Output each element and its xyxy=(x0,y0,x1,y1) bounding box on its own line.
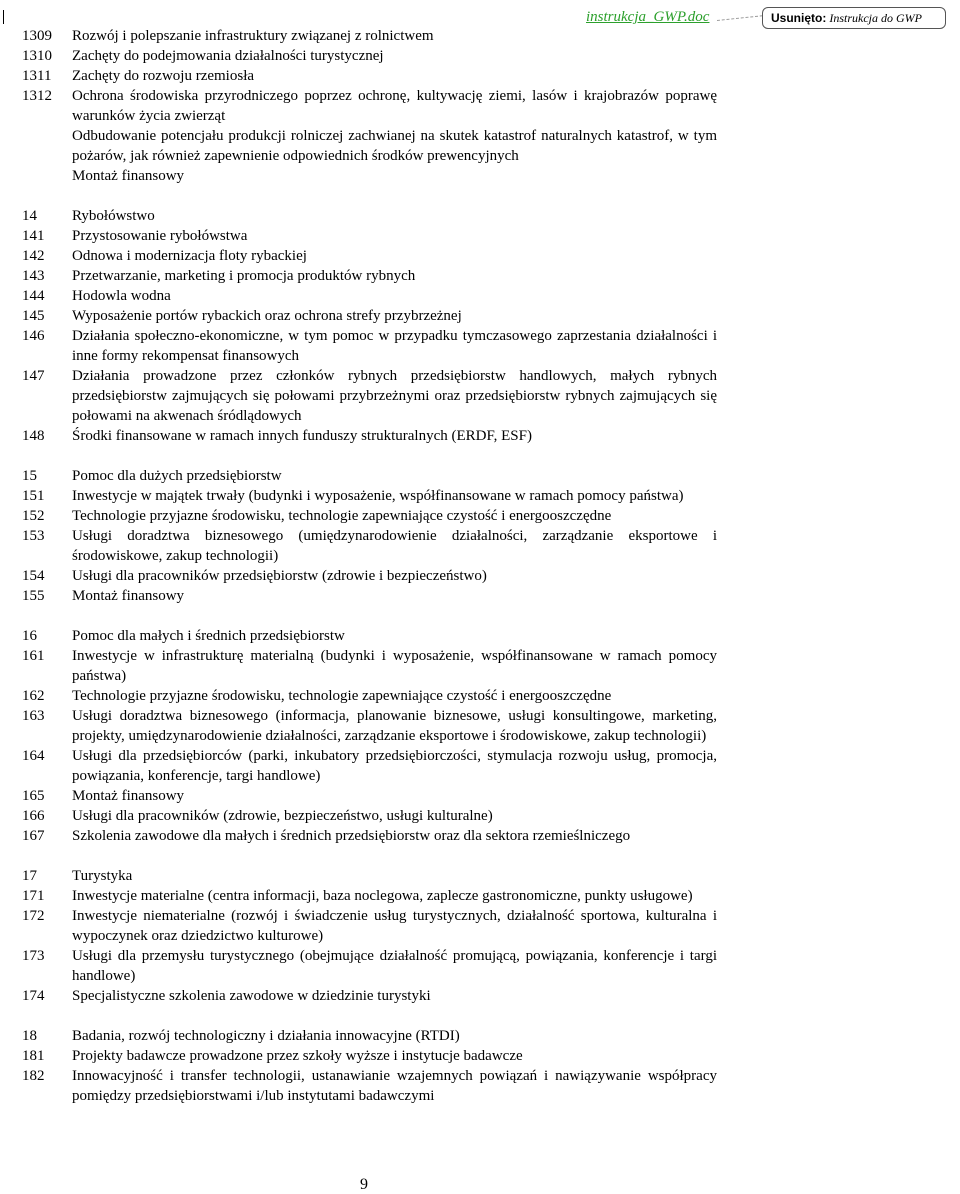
document-filename-link[interactable]: instrukcja_GWP.doc xyxy=(586,9,710,25)
comment-connector-line xyxy=(717,15,763,21)
item-code: 1310 xyxy=(22,48,52,64)
section-gap xyxy=(22,606,717,626)
item-code: 145 xyxy=(22,308,45,324)
item-text: Usługi doradztwa biznesowego (informacja, planowanie biznesowe, usługi konsultingowe, marketing, projekty, umiędzynarodowienie działalności, zarządzanie eksportowe i środowiskowe, zakup technologii) xyxy=(72,708,717,744)
item-code: 152 xyxy=(22,508,45,524)
item-text: Inwestycje niematerialne (rozwój i świadczenie usług turystycznych, działalność sportowa, kulturalna i wypoczynek oraz dziedzictwo kulturowe) xyxy=(72,908,717,944)
item-text: Ochrona środowiska przyrodniczego poprzez ochronę, kultywację ziemi, lasów i krajobrazów poprawę warunków życia zwierząt xyxy=(72,88,717,124)
item-code: 154 xyxy=(22,568,45,584)
item-text: Usługi dla przedsiębiorców (parki, inkubatory przedsiębiorczości, stymulacja rozwoju usług, promocja, powiązania, konferencje, targi handlowe) xyxy=(72,748,717,784)
list-item xyxy=(22,226,717,246)
section-gap xyxy=(22,446,717,466)
item-code: 1309 xyxy=(22,28,52,44)
item-code: 141 xyxy=(22,228,45,244)
item-code: 181 xyxy=(22,1048,45,1064)
item-code: 1311 xyxy=(22,68,52,84)
list-item xyxy=(22,26,717,46)
section-gap xyxy=(22,186,717,206)
comment-label: Usunięto: xyxy=(771,11,827,25)
list-item xyxy=(22,866,717,886)
item-code: 14 xyxy=(22,208,37,224)
list-item xyxy=(22,66,717,86)
item-text: Zachęty do podejmowania działalności turystycznej xyxy=(72,48,384,64)
list-item xyxy=(22,246,717,266)
item-text: Innowacyjność i transfer technologii, ustanawianie wzajemnych powiązań i nawiązywanie współpracy pomiędzy przedsiębiorstwami i/lub instytutami badawczymi xyxy=(72,1068,717,1104)
deletion-comment-balloon[interactable] xyxy=(762,7,946,29)
list-item xyxy=(22,906,717,946)
item-text: Inwestycje w infrastrukturę materialną (budynki i wyposażenie, współfinansowane w ramach pomocy państwa) xyxy=(72,648,717,684)
list-item xyxy=(22,286,717,306)
list-item xyxy=(22,826,717,846)
item-code: 166 xyxy=(22,808,45,824)
item-code: 164 xyxy=(22,748,45,764)
item-code: 182 xyxy=(22,1068,45,1084)
item-text: Usługi dla przemysłu turystycznego (obejmujące działalność promującą, powiązania, konferencje i targi handlowe) xyxy=(72,948,717,984)
item-text: Usługi doradztwa biznesowego (umiędzynarodowienie działalności, zarządzanie eksportowe i środowiskowe, zakup technologii) xyxy=(72,528,717,564)
item-code: 17 xyxy=(22,868,37,884)
item-code: 163 xyxy=(22,708,45,724)
list-item xyxy=(22,646,717,686)
item-code: 142 xyxy=(22,248,45,264)
list-item xyxy=(22,806,717,826)
item-text: Odnowa i modernizacja floty rybackiej xyxy=(72,248,307,264)
list-item xyxy=(22,486,717,506)
list-item xyxy=(22,586,717,606)
list-item xyxy=(22,526,717,566)
list-item xyxy=(22,266,717,286)
list-item xyxy=(22,126,717,166)
item-code: 143 xyxy=(22,268,45,284)
item-text: Technologie przyjazne środowisku, technologie zapewniające czystość i energooszczędne xyxy=(72,688,612,704)
item-text: Badania, rozwój technologiczny i działania innowacyjne (RTDI) xyxy=(72,1028,460,1044)
item-code: 1312 xyxy=(22,88,52,104)
item-code: 151 xyxy=(22,488,45,504)
item-text: Przetwarzanie, marketing i promocja produktów rybnych xyxy=(72,268,416,284)
item-code: 172 xyxy=(22,908,45,924)
list-item xyxy=(22,506,717,526)
item-text: Inwestycje w majątek trwały (budynki i wyposażenie, współfinansowane w ramach pomocy państwa) xyxy=(72,488,684,504)
list-item xyxy=(22,886,717,906)
item-text: Przystosowanie rybołówstwa xyxy=(72,228,248,244)
list-item xyxy=(22,746,717,786)
item-code: 16 xyxy=(22,628,37,644)
item-text: Montaż finansowy xyxy=(72,168,185,184)
item-code: 162 xyxy=(22,688,45,704)
item-code: 174 xyxy=(22,988,45,1004)
item-text: Inwestycje materialne (centra informacji, baza noclegowa, zaplecze gastronomiczne, punkty usługowe) xyxy=(72,888,693,904)
list-item xyxy=(22,686,717,706)
list-item xyxy=(22,166,717,186)
item-code xyxy=(22,166,72,186)
item-code: 15 xyxy=(22,468,37,484)
item-code: 146 xyxy=(22,328,45,344)
item-code: 173 xyxy=(22,948,45,964)
item-text: Projekty badawcze prowadzone przez szkoły wyższe i instytucje badawcze xyxy=(72,1048,523,1064)
list-item xyxy=(22,786,717,806)
comment-text: Instrukcja do GWP xyxy=(829,11,922,25)
item-text: Usługi dla pracowników (zdrowie, bezpieczeństwo, usługi kulturalne) xyxy=(72,808,493,824)
item-text: Specjalistyczne szkolenia zawodowe w dziedzinie turystyki xyxy=(72,988,431,1004)
list-item xyxy=(22,706,717,746)
list-item xyxy=(22,1066,717,1106)
list-item xyxy=(22,86,717,126)
item-text: Hodowla wodna xyxy=(72,288,171,304)
item-code: 165 xyxy=(22,788,45,804)
list-item xyxy=(22,986,717,1006)
item-code: 161 xyxy=(22,648,45,664)
item-text: Szkolenia zawodowe dla małych i średnich przedsiębiorstw oraz dla sektora rzemieślniczego xyxy=(72,828,631,844)
item-text: Turystyka xyxy=(72,868,133,884)
list-item xyxy=(22,1026,717,1046)
list-item xyxy=(22,1046,717,1066)
item-text: Technologie przyjazne środowisku, technologie zapewniające czystość i energooszczędne xyxy=(72,508,612,524)
list-item xyxy=(22,426,717,446)
item-text: Pomoc dla małych i średnich przedsiębiorstw xyxy=(72,628,345,644)
item-text: Pomoc dla dużych przedsiębiorstw xyxy=(72,468,282,484)
item-text: Wyposażenie portów rybackich oraz ochrona strefy przybrzeżnej xyxy=(72,308,462,324)
item-text: Montaż finansowy xyxy=(72,588,185,604)
list-item xyxy=(22,466,717,486)
item-text: Usługi dla pracowników przedsiębiorstw (zdrowie i bezpieczeństwo) xyxy=(72,568,487,584)
item-text: Montaż finansowy xyxy=(72,788,185,804)
document-body xyxy=(22,26,717,1106)
page-number: 9 xyxy=(360,1176,368,1193)
list-item xyxy=(22,206,717,226)
list-item xyxy=(22,566,717,586)
item-text: Rozwój i polepszanie infrastruktury związanej z rolnictwem xyxy=(72,28,434,44)
item-code: 171 xyxy=(22,888,45,904)
item-code: 148 xyxy=(22,428,45,444)
list-item xyxy=(22,626,717,646)
item-text: Środki finansowane w ramach innych funduszy strukturalnych (ERDF, ESF) xyxy=(72,428,532,444)
item-text: Działania prowadzone przez członków rybnych przedsiębiorstw handlowych, małych rybnych przedsiębiorstw zajmujących się połowami przybrzeżnymi oraz przedsiębiorstw rybnych zajmujących się połowami na akwenach śródlądowych xyxy=(72,368,717,424)
section-gap xyxy=(22,1006,717,1026)
list-item xyxy=(22,326,717,366)
list-item xyxy=(22,946,717,986)
text-cursor xyxy=(3,10,4,24)
item-code xyxy=(22,126,72,166)
section-gap xyxy=(22,846,717,866)
list-item xyxy=(22,46,717,66)
item-text: Rybołówstwo xyxy=(72,208,155,224)
item-text: Zachęty do rozwoju rzemiosła xyxy=(72,68,255,84)
item-code: 18 xyxy=(22,1028,37,1044)
item-code: 155 xyxy=(22,588,45,604)
item-code: 167 xyxy=(22,828,45,844)
list-item xyxy=(22,366,717,426)
item-code: 147 xyxy=(22,368,45,384)
item-text: Odbudowanie potencjału produkcji rolniczej zachwianej na skutek katastrof naturalnych katastrof, w tym pożarów, jak również zapewnienie odpowiednich środków prewencyjnych xyxy=(72,128,717,164)
item-code: 153 xyxy=(22,528,45,544)
item-code: 144 xyxy=(22,288,45,304)
item-text: Działania społeczno-ekonomiczne, w tym pomoc w przypadku tymczasowego zaprzestania działalności i inne formy rekompensat finansowych xyxy=(72,328,717,364)
list-item xyxy=(22,306,717,326)
